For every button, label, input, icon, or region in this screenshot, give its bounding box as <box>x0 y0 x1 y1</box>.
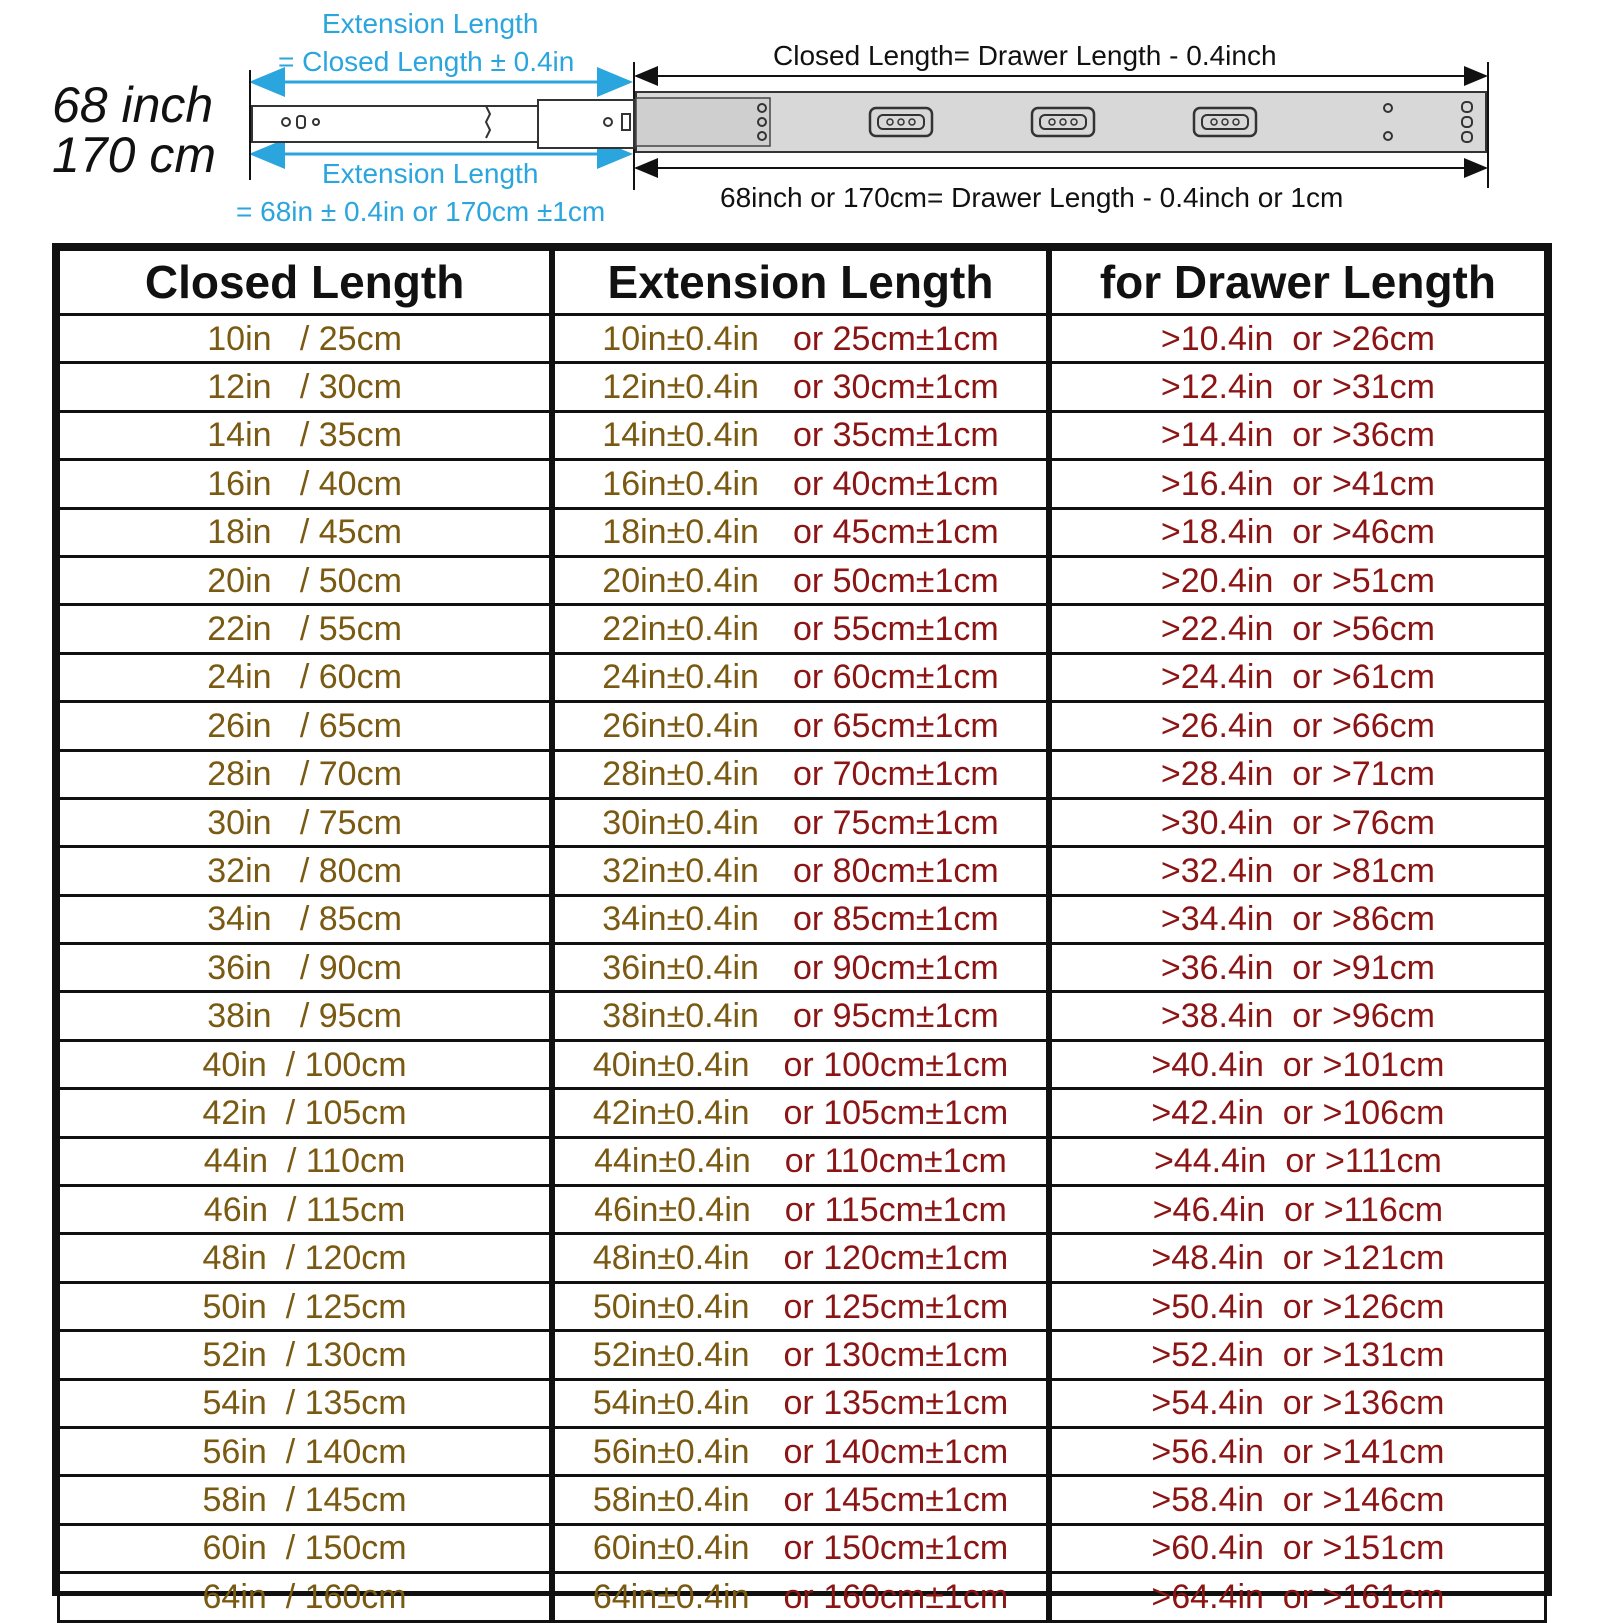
drawer-length-cell: >40.4in or >101cm <box>1049 1040 1546 1088</box>
extension-inch-value: 38in±0.4in <box>602 997 759 1036</box>
closed-length-cell: 46in / 115cm <box>59 1186 553 1234</box>
table-row <box>59 1040 1546 1088</box>
table-row <box>59 992 1546 1040</box>
extension-inch-value: 52in±0.4in <box>592 1335 750 1374</box>
extension-inch-value: 14in±0.4in <box>602 416 759 455</box>
extension-inch-value: 28in±0.4in <box>602 755 759 794</box>
closed-length-cell: 48in / 120cm <box>59 1234 553 1282</box>
extension-length-cell <box>552 750 1049 798</box>
drawer-length-cell: >38.4in or >96cm <box>1049 992 1546 1040</box>
closed-length-cell: 64in / 160cm <box>59 1573 553 1621</box>
extension-top-label: Extension Length <box>322 8 539 39</box>
extension-cm-value: or 120cm±1cm <box>783 1239 1009 1278</box>
extension-length-cell <box>552 895 1049 943</box>
extension-length-cell <box>552 1040 1049 1088</box>
header-closed-length: Closed Length <box>59 250 553 315</box>
extension-cm-value: or 45cm±1cm <box>792 513 999 552</box>
table-row <box>59 653 1546 701</box>
closed-length-cell: 10in / 25cm <box>59 315 553 363</box>
header-extension-length: Extension Length <box>552 250 1049 315</box>
table-row <box>59 944 1546 992</box>
extension-inch-value: 58in±0.4in <box>592 1481 750 1520</box>
table-row <box>59 605 1546 653</box>
closed-length-cell: 18in / 45cm <box>59 508 553 556</box>
extension-inch-value: 64in±0.4in <box>592 1577 750 1616</box>
extension-cm-value: or 65cm±1cm <box>792 706 999 745</box>
extension-cm-value: or 140cm±1cm <box>783 1432 1009 1471</box>
closed-length-cell: 12in / 30cm <box>59 363 553 411</box>
table-row <box>59 1476 1546 1524</box>
table-row <box>59 411 1546 459</box>
extension-cm-value: or 80cm±1cm <box>792 851 999 890</box>
size-table <box>52 243 1552 1616</box>
extension-inch-value: 16in±0.4in <box>602 464 759 503</box>
closed-length-cell: 56in / 140cm <box>59 1427 553 1475</box>
extension-cm-value: or 110cm±1cm <box>784 1142 1007 1181</box>
extension-cm-value: or 70cm±1cm <box>792 755 999 794</box>
drawer-length-cell: >26.4in or >66cm <box>1049 702 1546 750</box>
extension-inch-value: 60in±0.4in <box>592 1529 750 1568</box>
closed-length-cell: 20in / 50cm <box>59 556 553 604</box>
extension-cm-value: or 25cm±1cm <box>792 319 999 358</box>
table-row <box>59 798 1546 846</box>
closed-length-cell: 60in / 150cm <box>59 1524 553 1572</box>
extension-inch-value: 40in±0.4in <box>592 1045 750 1084</box>
drawer-length-cell: >52.4in or >131cm <box>1049 1331 1546 1379</box>
table-row <box>59 702 1546 750</box>
extension-bottom-label: Extension Length <box>322 158 539 189</box>
table-row <box>59 315 1546 363</box>
extension-cm-value: or 115cm±1cm <box>784 1190 1007 1229</box>
drawer-length-formula: 68inch or 170cm= Drawer Length - 0.4inch or 1cm <box>720 182 1344 213</box>
closed-length-cell: 16in / 40cm <box>59 460 553 508</box>
extension-inch-value: 22in±0.4in <box>602 610 759 649</box>
extension-inch-value: 44in±0.4in <box>594 1142 751 1181</box>
table-row <box>59 1089 1546 1137</box>
table-row <box>59 1524 1546 1572</box>
extension-inch-value: 30in±0.4in <box>602 803 759 842</box>
extension-inch-value: 54in±0.4in <box>592 1384 750 1423</box>
extension-length-cell <box>552 363 1049 411</box>
drawer-length-cell: >36.4in or >91cm <box>1049 944 1546 992</box>
extension-inch-value: 10in±0.4in <box>602 319 759 358</box>
extension-cm-value: or 55cm±1cm <box>792 610 999 649</box>
extension-length-cell <box>552 605 1049 653</box>
extension-cm-value: or 135cm±1cm <box>783 1384 1009 1423</box>
extension-length-cell <box>552 315 1049 363</box>
extension-cm-value: or 30cm±1cm <box>792 368 999 407</box>
table-row <box>59 1573 1546 1621</box>
extension-length-cell <box>552 556 1049 604</box>
extension-cm-value: or 125cm±1cm <box>783 1287 1009 1326</box>
extension-top-formula: = Closed Length ± 0.4in <box>278 46 575 77</box>
closed-length-cell: 36in / 90cm <box>59 944 553 992</box>
extension-length-cell <box>552 702 1049 750</box>
extension-inch-value: 48in±0.4in <box>592 1239 750 1278</box>
closed-length-cell: 24in / 60cm <box>59 653 553 701</box>
extension-cm-value: or 40cm±1cm <box>792 464 999 503</box>
closed-length-formula: Closed Length= Drawer Length - 0.4inch <box>773 40 1277 71</box>
drawer-length-cell: >44.4in or >111cm <box>1049 1137 1546 1185</box>
closed-length-cell: 34in / 85cm <box>59 895 553 943</box>
drawer-length-cell: >50.4in or >126cm <box>1049 1282 1546 1330</box>
extension-length-cell <box>552 847 1049 895</box>
extension-cm-value: or 35cm±1cm <box>792 416 999 455</box>
table-row <box>59 1379 1546 1427</box>
table-row <box>59 1234 1546 1282</box>
table-row <box>59 363 1546 411</box>
drawer-length-cell: >64.4in or >161cm <box>1049 1573 1546 1621</box>
outer-rail <box>636 92 1486 152</box>
table-row <box>59 460 1546 508</box>
table-row <box>59 1137 1546 1185</box>
extension-cm-value: or 85cm±1cm <box>792 900 999 939</box>
drawer-length-cell: >16.4in or >41cm <box>1049 460 1546 508</box>
table-header-row <box>59 250 1546 315</box>
drawer-length-cell: >32.4in or >81cm <box>1049 847 1546 895</box>
extension-length-cell <box>552 798 1049 846</box>
closed-length-cell: 50in / 125cm <box>59 1282 553 1330</box>
drawer-length-cell: >22.4in or >56cm <box>1049 605 1546 653</box>
table-row <box>59 895 1546 943</box>
extension-cm-value: or 100cm±1cm <box>783 1045 1009 1084</box>
extension-length-cell <box>552 1331 1049 1379</box>
extension-length-cell <box>552 1137 1049 1185</box>
extension-inch-value: 12in±0.4in <box>602 368 759 407</box>
size-cm-label: 170 cm <box>52 127 216 183</box>
extension-length-cell <box>552 1427 1049 1475</box>
drawer-length-cell: >56.4in or >141cm <box>1049 1427 1546 1475</box>
drawer-length-cell: >60.4in or >151cm <box>1049 1524 1546 1572</box>
extension-length-cell <box>552 1186 1049 1234</box>
extension-length-cell <box>552 1476 1049 1524</box>
extension-length-cell <box>552 653 1049 701</box>
drawer-length-cell: >34.4in or >86cm <box>1049 895 1546 943</box>
drawer-length-cell: >46.4in or >116cm <box>1049 1186 1546 1234</box>
extension-length-cell <box>552 411 1049 459</box>
extension-cm-value: or 95cm±1cm <box>792 997 999 1036</box>
closed-length-cell: 40in / 100cm <box>59 1040 553 1088</box>
extension-inch-value: 34in±0.4in <box>602 900 759 939</box>
drawer-length-cell: >14.4in or >36cm <box>1049 411 1546 459</box>
table-row <box>59 750 1546 798</box>
extension-length-cell <box>552 944 1049 992</box>
extension-cm-value: or 130cm±1cm <box>783 1335 1009 1374</box>
table-row <box>59 1331 1546 1379</box>
closed-length-cell: 30in / 75cm <box>59 798 553 846</box>
header-drawer-length: for Drawer Length <box>1049 250 1546 315</box>
extension-length-cell <box>552 1282 1049 1330</box>
extension-length-cell <box>552 1524 1049 1572</box>
closed-length-cell: 44in / 110cm <box>59 1137 553 1185</box>
drawer-length-cell: >30.4in or >76cm <box>1049 798 1546 846</box>
drawer-length-cell: >12.4in or >31cm <box>1049 363 1546 411</box>
extension-cm-value: or 150cm±1cm <box>783 1529 1009 1568</box>
drawer-slide-diagram <box>0 0 1600 240</box>
drawer-length-cell: >20.4in or >51cm <box>1049 556 1546 604</box>
extension-cm-value: or 105cm±1cm <box>783 1093 1009 1132</box>
drawer-length-cell: >42.4in or >106cm <box>1049 1089 1546 1137</box>
extension-cm-value: or 50cm±1cm <box>792 561 999 600</box>
extension-length-cell <box>552 992 1049 1040</box>
extension-length-cell <box>552 1234 1049 1282</box>
closed-length-cell: 58in / 145cm <box>59 1476 553 1524</box>
extension-length-cell <box>552 1573 1049 1621</box>
extension-inch-value: 26in±0.4in <box>602 706 759 745</box>
extension-cm-value: or 90cm±1cm <box>792 948 999 987</box>
closed-length-cell: 32in / 80cm <box>59 847 553 895</box>
drawer-length-cell: >18.4in or >46cm <box>1049 508 1546 556</box>
extension-cm-value: or 60cm±1cm <box>792 658 999 697</box>
drawer-length-cell: >58.4in or >146cm <box>1049 1476 1546 1524</box>
extension-inch-value: 20in±0.4in <box>602 561 759 600</box>
inner-rail <box>252 100 634 148</box>
closed-length-cell: 26in / 65cm <box>59 702 553 750</box>
table-row <box>59 847 1546 895</box>
extension-inch-value: 42in±0.4in <box>592 1093 750 1132</box>
extension-inch-value: 32in±0.4in <box>602 851 759 890</box>
extension-inch-value: 46in±0.4in <box>594 1190 751 1229</box>
extension-inch-value: 56in±0.4in <box>592 1432 750 1471</box>
drawer-length-cell: >24.4in or >61cm <box>1049 653 1546 701</box>
extension-cm-value: or 75cm±1cm <box>792 803 999 842</box>
drawer-length-cell: >28.4in or >71cm <box>1049 750 1546 798</box>
drawer-length-cell: >10.4in or >26cm <box>1049 315 1546 363</box>
extension-cm-value: or 160cm±1cm <box>783 1577 1009 1616</box>
closed-length-cell: 42in / 105cm <box>59 1089 553 1137</box>
closed-length-cell: 52in / 130cm <box>59 1331 553 1379</box>
table-row <box>59 1427 1546 1475</box>
table-row <box>59 508 1546 556</box>
size-inch-label: 68 inch <box>52 77 214 133</box>
extension-length-cell <box>552 1089 1049 1137</box>
extension-inch-value: 36in±0.4in <box>602 948 759 987</box>
extension-bottom-formula: = 68in ± 0.4in or 170cm ±1cm <box>236 196 606 227</box>
closed-length-cell: 22in / 55cm <box>59 605 553 653</box>
drawer-length-cell: >48.4in or >121cm <box>1049 1234 1546 1282</box>
extension-inch-value: 18in±0.4in <box>602 513 759 552</box>
extension-inch-value: 24in±0.4in <box>602 658 759 697</box>
table-row <box>59 556 1546 604</box>
extension-inch-value: 50in±0.4in <box>592 1287 750 1326</box>
extension-cm-value: or 145cm±1cm <box>783 1481 1009 1520</box>
extension-length-cell <box>552 460 1049 508</box>
table-row <box>59 1186 1546 1234</box>
closed-length-cell: 14in / 35cm <box>59 411 553 459</box>
closed-length-cell: 28in / 70cm <box>59 750 553 798</box>
extension-length-cell <box>552 1379 1049 1427</box>
extension-length-cell <box>552 508 1049 556</box>
table-row <box>59 1282 1546 1330</box>
closed-length-cell: 54in / 135cm <box>59 1379 553 1427</box>
closed-length-cell: 38in / 95cm <box>59 992 553 1040</box>
drawer-length-cell: >54.4in or >136cm <box>1049 1379 1546 1427</box>
